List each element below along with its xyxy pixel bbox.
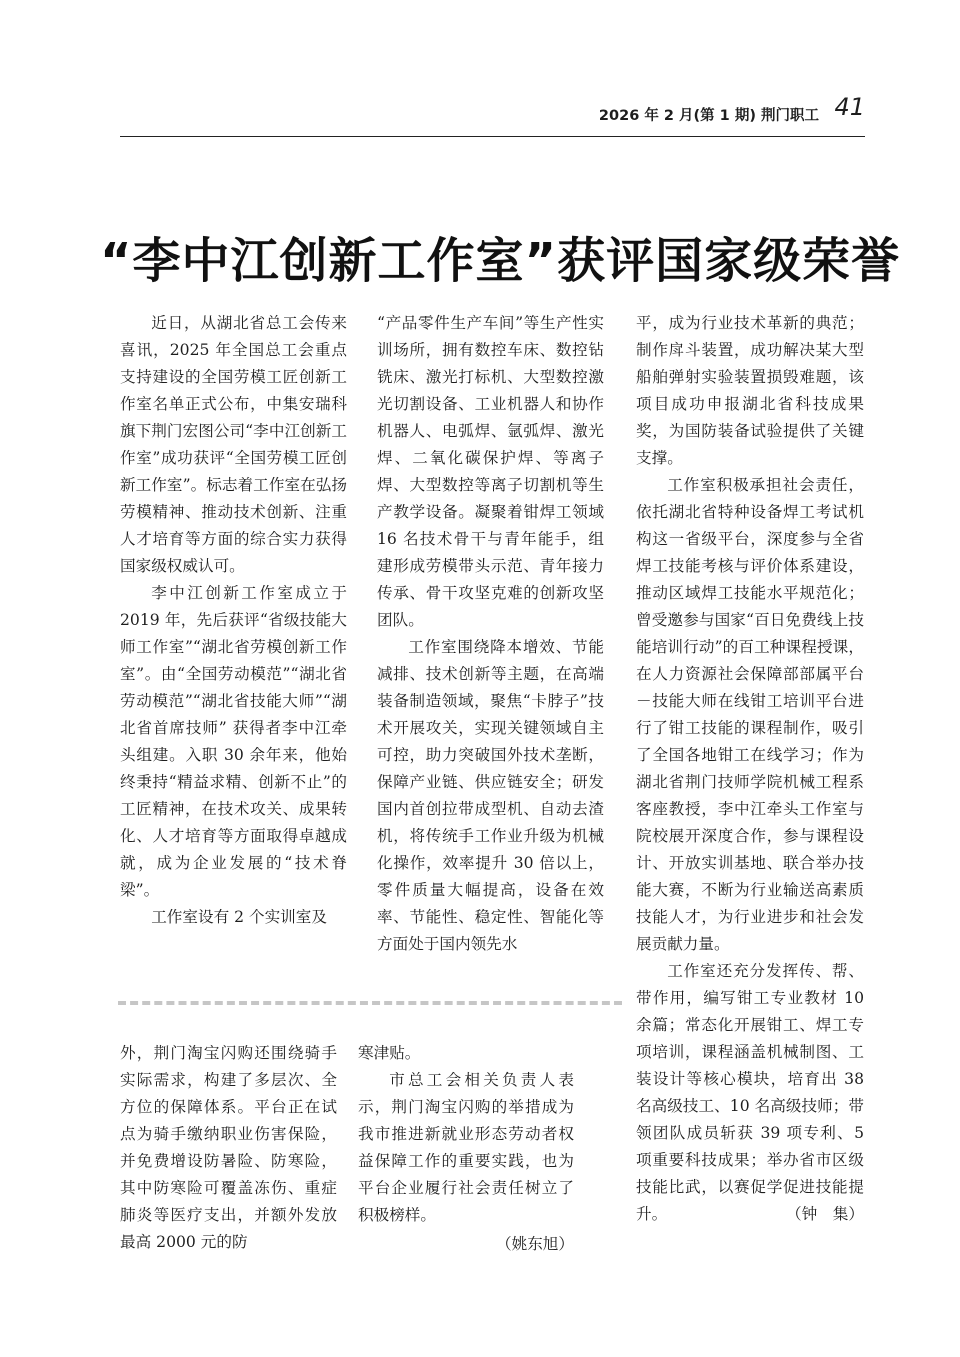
article-column-3 (636, 310, 864, 1228)
paragraph: 外，荆门淘宝闪购还围绕骑手实际需求，构建了多层次、全方位的保障体系。平台正在试点为骑手缴纳职业伤害保险，并免费增设防暑险、防寒险，其中防寒险可覆盖冻伤、重症肺炎等医疗支出，并额外发放最高 2000 元的防 (120, 1044, 337, 1251)
author-signature: （姚东旭） (496, 1235, 574, 1253)
author-signature: （钟 集） (786, 1205, 864, 1223)
paragraph: 李中江创新工作室成立于 2019 年，先后获评“省级技能大师工作室”“湖北省劳模创新工作室”。由“全国劳动模范”“湖北省劳动模范”“湖北省技能大师”“湖北省首席技师” 获得者李中江牵头组建。入职 30 余年来，他始终秉持“精益求精、创新不止”的工匠精神，在技术攻关、成果转化、人才培育等方面取得卓越成就，成为企业发展的“技术脊梁”。 (120, 584, 347, 899)
paragraph: 近日，从湖北省总工会传来喜讯，2025 年全国总工会重点支持建设的全国劳模工匠创新工作室名单正式公布，中集安瑞科旗下荆门宏图公司“李中江创新工作室”成功获评“全国劳模工匠创新工作室”。标志着工作室在弘扬劳模精神、推动技术创新、注重人才培育等方面的综合实力获得国家级权威认可。 (120, 314, 347, 575)
paragraph-text: 工作室还充分发挥传、帮、带作用，编写钳工专业教材 10 余篇；常态化开展钳工、焊工专项培训，课程涵盖机械制图、工装设计等核心模块，培育出 38 名高级技工、10 名高级技师；带领团队成员斩获 39 项专利、5 项重要科技成果；举办省市区级技能比武，以赛促学促进技能提升。 (636, 962, 864, 1223)
previous-article-column-1 (120, 1040, 337, 1256)
paragraph: 市总工会相关负责人表示，荆门淘宝闪购的举措成为我市推进新就业形态劳动者权益保障工作的重要实践，也为平台企业履行社会责任树立了积极榜样。 (358, 1071, 574, 1224)
paragraph: “产品零件生产车间”等生产性实训场所，拥有数控车床、数控钻铣床、激光打标机、大型数控激光切割设备、工业机器人和协作机器人、电弧焊、氩弧焊、激光焊、二氧化碳保护焊、等离子焊、大型数控等离子切割机等生产教学设备。凝聚着钳焊工领域 16 名技术骨干与青年能手，组建形成劳模带头示范、青年接力传承、骨干攻坚克难的创新攻坚团队。 (377, 314, 604, 629)
paragraph: 工作室设有 2 个实训室及 (151, 908, 327, 926)
page-header (120, 92, 865, 137)
article-title: “李中江创新工作室”获评国家级荣誉 (100, 233, 901, 289)
paragraph: 寒津贴。 (358, 1044, 421, 1062)
page-number: 41 (834, 93, 865, 121)
paragraph: 平，成为行业技术革新的典范；制作戽斗装置，成功解决某大型船舶弹射实验装置损毁难题，该项目成功申报湖北省科技成果奖，为国防装备试验提供了关键支撑。 (636, 314, 864, 467)
paragraph: 工作室积极承担社会责任，依托湖北省特种设备焊工考试机构这一省级平台，深度参与全省焊工技能考核与评价体系建设，推动区域焊工技能水平规范化；曾受邀参与国家“百日免费线上技能培训行动”的百工种课程授课，在人力资源社会保障部部属平台－技能大师在线钳工培训平台进行了钳工技能的课程制作，吸引了全国各地钳工在线学习；作为湖北省荆门技师学院机械工程系客座教授，李中江牵头工作室与院校展开深度合作，参与课程设计、开放实训基地、联合举办技能大赛，不断为行业输送高素质技能人才，为行业进步和社会发展贡献力量。 (636, 476, 864, 953)
issue-info: 2026 年 2 月(第 1 期) 荆门职工 (598, 108, 819, 124)
paragraph: 工作室围绕降本增效、节能减排、技术创新等主题，在高端装备制造领域，聚焦“卡脖子”技术开展攻关，实现关键领域自主可控，助力突破国外技术垄断，保障产业链、供应链安全；研发国内首创拉带成型机、自动去渣机，将传统手工作业升级为机械化操作，效率提升 30 倍以上，零件质量大幅提高，设备在效率、节能性、稳定性、智能化等方面处于国内领先水 (377, 638, 604, 953)
previous-article-column-2 (358, 1040, 574, 1258)
section-divider (118, 1001, 622, 1005)
article-column-1 (120, 310, 347, 931)
article-column-2 (377, 310, 604, 958)
paragraph (636, 958, 864, 1228)
